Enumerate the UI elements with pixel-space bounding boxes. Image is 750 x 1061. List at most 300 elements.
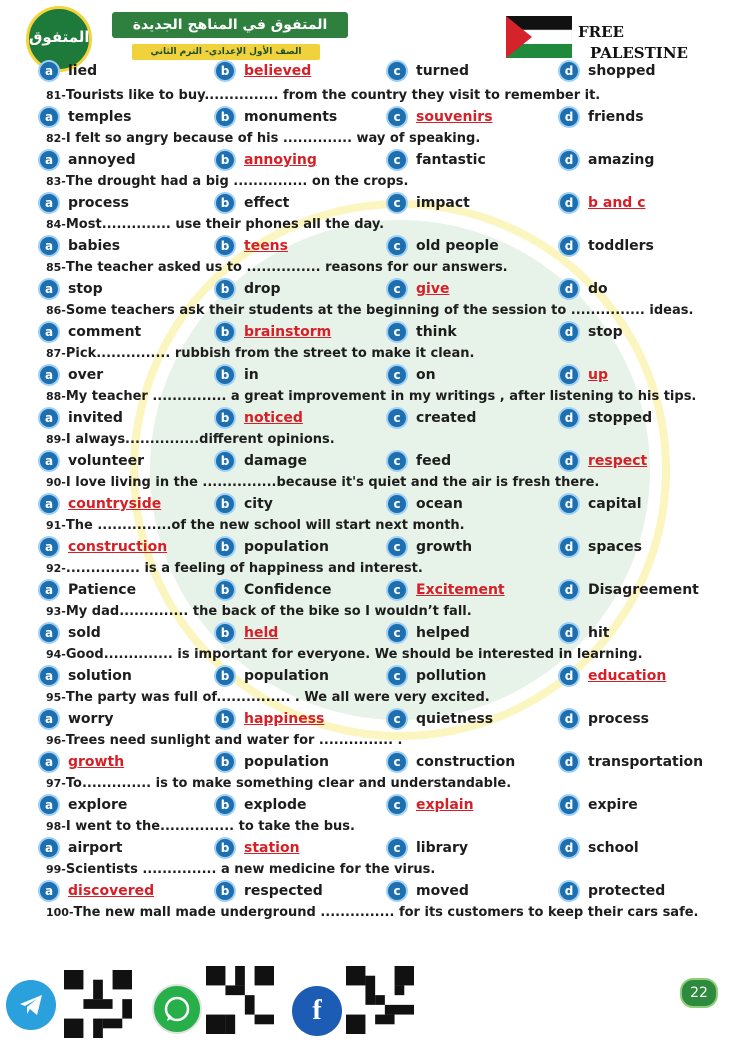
- option-text: old people: [416, 238, 499, 254]
- option-letter-badge: c: [388, 796, 406, 814]
- option-text: spaces: [588, 539, 642, 555]
- option-letter-badge: b: [216, 409, 234, 427]
- qr-code-icon: [346, 966, 414, 1034]
- correct-answer-text: growth: [68, 754, 125, 770]
- option-letter-badge: c: [388, 280, 406, 298]
- option-letter-badge: c: [388, 624, 406, 642]
- option-text: babies: [68, 238, 121, 254]
- option-letter-badge: b: [216, 323, 234, 341]
- option-letter-badge: b: [216, 710, 234, 728]
- option-text: over: [68, 367, 104, 383]
- question: [46, 602, 726, 622]
- correct-answer-text: brainstorm: [244, 324, 332, 340]
- option-letter-badge: a: [40, 624, 58, 642]
- option-letter-badge: d: [560, 581, 578, 599]
- option-text: growth: [416, 539, 473, 555]
- option-text: population: [244, 539, 329, 555]
- option-letter-badge: a: [40, 151, 58, 169]
- option-text: annoyed: [68, 152, 136, 168]
- option-letter-badge: c: [388, 62, 406, 80]
- option-d[interactable]: [560, 622, 609, 644]
- question-text: Good.............. is important for everyone. We should be interested in learning.: [65, 647, 643, 662]
- question: [46, 645, 726, 665]
- options-row: [0, 60, 750, 82]
- option-a[interactable]: [40, 579, 136, 601]
- option-b[interactable]: [216, 837, 300, 859]
- options-row: [0, 794, 750, 816]
- option-letter-badge: d: [560, 538, 578, 556]
- page-number: 22: [680, 978, 718, 1008]
- question: [46, 344, 726, 364]
- question-number: 93-: [46, 605, 66, 618]
- option-b[interactable]: [216, 493, 273, 515]
- option-letter-badge: b: [216, 538, 234, 556]
- option-letter-badge: b: [216, 667, 234, 685]
- option-d[interactable]: [560, 493, 642, 515]
- option-c[interactable]: [388, 407, 476, 429]
- option-c[interactable]: [388, 751, 515, 773]
- option-c[interactable]: [388, 106, 493, 128]
- question-number: 86-: [46, 304, 66, 317]
- option-b[interactable]: [216, 880, 323, 902]
- option-a[interactable]: [40, 450, 144, 472]
- option-b[interactable]: [216, 192, 289, 214]
- option-b[interactable]: [216, 708, 324, 730]
- option-text: stopped: [588, 410, 653, 426]
- question-number: 81-: [46, 89, 66, 102]
- option-letter-badge: c: [388, 452, 406, 470]
- option-letter-badge: d: [560, 753, 578, 771]
- option-a[interactable]: [40, 192, 129, 214]
- option-text: expire: [588, 797, 638, 813]
- option-text: airport: [68, 840, 123, 856]
- option-letter-badge: a: [40, 710, 58, 728]
- option-d[interactable]: [560, 407, 652, 429]
- option-letter-badge: b: [216, 194, 234, 212]
- option-letter-badge: b: [216, 796, 234, 814]
- option-a[interactable]: [40, 493, 161, 515]
- option-letter-badge: a: [40, 194, 58, 212]
- option-b[interactable]: [216, 622, 278, 644]
- correct-answer-text: souvenirs: [416, 109, 493, 125]
- correct-answer-text: Excitement: [416, 582, 505, 598]
- option-a[interactable]: [40, 708, 114, 730]
- option-text: Patience: [68, 582, 137, 598]
- option-text: lied: [68, 63, 98, 79]
- option-text: comment: [68, 324, 142, 340]
- option-text: monuments: [244, 109, 338, 125]
- option-c[interactable]: [388, 192, 470, 214]
- question: [46, 129, 726, 149]
- question-text: ............... is a feeling of happiness and interest.: [65, 561, 423, 576]
- question-text: The drought had a big ............... on the crops.: [65, 174, 409, 189]
- option-letter-badge: c: [388, 753, 406, 771]
- question-text: My teacher ............... a great improvement in my writings , after listening to his tips.: [65, 389, 697, 404]
- option-letter-badge: b: [216, 581, 234, 599]
- question-text: Tourists like to buy............... from the country they visit to remember it.: [65, 88, 601, 103]
- option-letter-badge: c: [388, 237, 406, 255]
- option-d[interactable]: [560, 751, 703, 773]
- option-d[interactable]: [560, 665, 666, 687]
- correct-answer-text: b and c: [588, 195, 646, 211]
- correct-answer-text: station: [244, 840, 300, 856]
- options-row: [0, 278, 750, 300]
- option-text: impact: [416, 195, 470, 211]
- option-a[interactable]: [40, 149, 136, 171]
- option-letter-badge: d: [560, 151, 578, 169]
- option-b[interactable]: [216, 536, 329, 558]
- options-row: [0, 364, 750, 386]
- option-letter-badge: d: [560, 108, 578, 126]
- correct-answer-text: happiness: [244, 711, 325, 727]
- option-d[interactable]: [560, 235, 654, 257]
- option-text: fantastic: [416, 152, 486, 168]
- logo-text: المتفوق: [29, 28, 90, 46]
- option-letter-badge: d: [560, 667, 578, 685]
- option-text: city: [244, 496, 273, 512]
- option-c[interactable]: [388, 794, 474, 816]
- question-number: 90-: [46, 476, 66, 489]
- question-text: I love living in the ...............because it's quiet and the air is fresh there.: [65, 475, 600, 490]
- option-text: shopped: [588, 63, 656, 79]
- question: [46, 215, 726, 235]
- option-c[interactable]: [388, 708, 493, 730]
- correct-answer-text: countryside: [68, 496, 162, 512]
- option-a[interactable]: [40, 364, 103, 386]
- question-text: Most.............. use their phones all the day.: [65, 217, 385, 232]
- option-letter-badge: b: [216, 62, 234, 80]
- option-text: worry: [68, 711, 114, 727]
- option-text: school: [588, 840, 639, 856]
- option-c[interactable]: [388, 149, 486, 171]
- option-letter-badge: a: [40, 753, 58, 771]
- option-d[interactable]: [560, 364, 608, 386]
- question-text: Pick............... rubbish from the street to make it clean.: [65, 346, 475, 361]
- question-number: 83-: [46, 175, 66, 188]
- option-a[interactable]: [40, 536, 167, 558]
- option-letter-badge: d: [560, 323, 578, 341]
- option-a[interactable]: [40, 622, 101, 644]
- option-letter-badge: c: [388, 495, 406, 513]
- option-text: process: [588, 711, 650, 727]
- option-letter-badge: b: [216, 495, 234, 513]
- question-text: Trees need sunlight and water for ............... .: [65, 733, 403, 748]
- option-d[interactable]: [560, 149, 654, 171]
- option-b[interactable]: [216, 794, 306, 816]
- option-letter-badge: b: [216, 624, 234, 642]
- option-text: respected: [244, 883, 323, 899]
- option-d[interactable]: [560, 450, 647, 472]
- option-letter-badge: a: [40, 237, 58, 255]
- option-letter-badge: d: [560, 839, 578, 857]
- option-letter-badge: a: [40, 667, 58, 685]
- option-a[interactable]: [40, 794, 127, 816]
- option-letter-badge: b: [216, 753, 234, 771]
- question: [46, 516, 726, 536]
- option-text: think: [416, 324, 457, 340]
- option-letter-badge: a: [40, 452, 58, 470]
- option-b[interactable]: [216, 235, 288, 257]
- free-palestine-text: [578, 22, 702, 64]
- option-text: Confidence: [244, 582, 332, 598]
- option-d[interactable]: [560, 278, 608, 300]
- option-text: capital: [588, 496, 642, 512]
- correct-answer-text: explain: [416, 797, 474, 813]
- facebook-icon[interactable]: f: [292, 986, 342, 1036]
- option-letter-badge: d: [560, 194, 578, 212]
- option-b[interactable]: [216, 450, 307, 472]
- question-number: 88-: [46, 390, 66, 403]
- option-letter-badge: d: [560, 624, 578, 642]
- option-text: on: [416, 367, 436, 383]
- header-sub-banner: الصف الأول الإعدادي- الترم الثاني: [132, 44, 320, 60]
- option-a[interactable]: [40, 321, 141, 343]
- option-letter-badge: a: [40, 581, 58, 599]
- option-c[interactable]: [388, 278, 449, 300]
- option-text: turned: [416, 63, 470, 79]
- option-letter-badge: c: [388, 710, 406, 728]
- question-text: Scientists ............... a new medicine for the virus.: [65, 862, 436, 877]
- option-c[interactable]: [388, 321, 457, 343]
- question-number: 87-: [46, 347, 66, 360]
- option-c[interactable]: [388, 493, 463, 515]
- option-d[interactable]: [560, 708, 649, 730]
- option-d[interactable]: [560, 321, 623, 343]
- option-letter-badge: b: [216, 108, 234, 126]
- question-text: My dad.............. the back of the bike so I wouldn’t fall.: [65, 604, 472, 619]
- option-text: effect: [244, 195, 290, 211]
- options-row: [0, 321, 750, 343]
- question-number: 99-: [46, 863, 66, 876]
- option-c[interactable]: [388, 665, 486, 687]
- question: [46, 387, 726, 407]
- option-b[interactable]: [216, 579, 332, 601]
- question-number: 95-: [46, 691, 66, 704]
- question-text: I felt so angry because of his .............. way of speaking.: [65, 131, 481, 146]
- option-letter-badge: d: [560, 409, 578, 427]
- option-d[interactable]: [560, 579, 699, 601]
- option-text: quietness: [416, 711, 494, 727]
- option-text: damage: [244, 453, 308, 469]
- option-c[interactable]: [388, 880, 469, 902]
- option-d[interactable]: [560, 536, 642, 558]
- question: [46, 688, 726, 708]
- correct-answer-text: up: [588, 367, 608, 383]
- question-text: I went to the............... to take the bus.: [65, 819, 355, 834]
- option-a[interactable]: [40, 278, 103, 300]
- question: [46, 258, 726, 278]
- option-b[interactable]: [216, 60, 311, 82]
- option-text: population: [244, 668, 329, 684]
- option-c[interactable]: [388, 450, 451, 472]
- option-letter-badge: c: [388, 151, 406, 169]
- option-letter-badge: b: [216, 237, 234, 255]
- option-letter-badge: a: [40, 108, 58, 126]
- options-row: [0, 708, 750, 730]
- option-letter-badge: c: [388, 839, 406, 857]
- option-b[interactable]: [216, 106, 337, 128]
- qr-code-icon: [206, 966, 274, 1034]
- option-letter-badge: c: [388, 538, 406, 556]
- correct-answer-text: respect: [588, 453, 648, 469]
- options-row: [0, 622, 750, 644]
- option-letter-badge: b: [216, 280, 234, 298]
- option-text: library: [416, 840, 469, 856]
- question: [46, 903, 726, 923]
- option-a[interactable]: [40, 665, 132, 687]
- option-c[interactable]: [388, 837, 468, 859]
- option-b[interactable]: [216, 278, 281, 300]
- option-text: hit: [588, 625, 610, 641]
- option-letter-badge: b: [216, 839, 234, 857]
- option-c[interactable]: [388, 536, 472, 558]
- option-d[interactable]: [560, 880, 665, 902]
- option-letter-badge: c: [388, 882, 406, 900]
- free-line: FREE: [578, 23, 624, 41]
- option-letter-badge: a: [40, 882, 58, 900]
- option-letter-badge: a: [40, 495, 58, 513]
- option-d[interactable]: [560, 60, 655, 82]
- options-row: [0, 192, 750, 214]
- option-a[interactable]: [40, 235, 120, 257]
- option-a[interactable]: [40, 837, 122, 859]
- options-row: [0, 149, 750, 171]
- question: [46, 430, 726, 450]
- option-c[interactable]: [388, 235, 499, 257]
- option-c[interactable]: [388, 579, 505, 601]
- correct-answer-text: annoying: [244, 152, 317, 168]
- option-letter-badge: a: [40, 323, 58, 341]
- option-letter-badge: b: [216, 452, 234, 470]
- question: [46, 301, 726, 321]
- option-d[interactable]: [560, 192, 646, 214]
- option-letter-badge: d: [560, 237, 578, 255]
- question-number: 94-: [46, 648, 66, 661]
- option-c[interactable]: [388, 622, 470, 644]
- option-letter-badge: d: [560, 62, 578, 80]
- correct-answer-text: discovered: [68, 883, 155, 899]
- option-a[interactable]: [40, 60, 97, 82]
- option-letter-badge: a: [40, 538, 58, 556]
- options-row: [0, 751, 750, 773]
- question: [46, 172, 726, 192]
- option-text: in: [244, 367, 259, 383]
- option-letter-badge: c: [388, 366, 406, 384]
- option-letter-badge: c: [388, 323, 406, 341]
- question: [46, 731, 726, 751]
- options-row: [0, 450, 750, 472]
- question-text: I always...............different opinions.: [65, 432, 335, 447]
- option-b[interactable]: [216, 364, 259, 386]
- question: [46, 559, 726, 579]
- option-text: do: [588, 281, 608, 297]
- option-d[interactable]: [560, 794, 638, 816]
- question-number: 91-: [46, 519, 66, 532]
- options-row: [0, 837, 750, 859]
- option-letter-badge: d: [560, 710, 578, 728]
- option-b[interactable]: [216, 751, 329, 773]
- option-a[interactable]: [40, 106, 131, 128]
- question: [46, 774, 726, 794]
- option-letter-badge: c: [388, 581, 406, 599]
- option-a[interactable]: [40, 407, 123, 429]
- option-d[interactable]: [560, 106, 644, 128]
- question-number: 92-: [46, 562, 66, 575]
- correct-answer-text: construction: [68, 539, 168, 555]
- option-b[interactable]: [216, 407, 303, 429]
- question-text: The new mall made underground ............... for its customers to keep their cars safe.: [73, 905, 699, 920]
- option-text: drop: [244, 281, 281, 297]
- option-text: amazing: [588, 152, 655, 168]
- option-text: temples: [68, 109, 132, 125]
- option-a[interactable]: [40, 880, 154, 902]
- option-letter-badge: a: [40, 839, 58, 857]
- option-letter-badge: a: [40, 62, 58, 80]
- question: [46, 86, 726, 106]
- palestine-flag-icon: [506, 16, 572, 58]
- question-number: 97-: [46, 777, 66, 790]
- option-letter-badge: b: [216, 882, 234, 900]
- option-a[interactable]: [40, 751, 124, 773]
- correct-answer-text: believed: [244, 63, 312, 79]
- question-text: The ...............of the new school will start next month.: [65, 518, 465, 533]
- option-text: construction: [416, 754, 516, 770]
- option-letter-badge: a: [40, 366, 58, 384]
- option-text: stop: [68, 281, 103, 297]
- question-number: 84-: [46, 218, 66, 231]
- option-text: toddlers: [588, 238, 654, 254]
- option-text: created: [416, 410, 477, 426]
- correct-answer-text: held: [244, 625, 279, 641]
- option-text: stop: [588, 324, 623, 340]
- option-text: process: [68, 195, 130, 211]
- option-b[interactable]: [216, 665, 329, 687]
- option-b[interactable]: [216, 321, 331, 343]
- options-row: [0, 536, 750, 558]
- option-letter-badge: b: [216, 151, 234, 169]
- correct-answer-text: noticed: [244, 410, 303, 426]
- whatsapp-icon[interactable]: [152, 984, 202, 1034]
- option-c[interactable]: [388, 60, 469, 82]
- option-letter-badge: c: [388, 108, 406, 126]
- option-text: solution: [68, 668, 132, 684]
- option-letter-badge: d: [560, 280, 578, 298]
- question: [46, 817, 726, 837]
- options-row: [0, 106, 750, 128]
- correct-answer-text: teens: [244, 238, 288, 254]
- header-banner: المتفوق في المناهج الجديدة: [112, 12, 348, 38]
- option-text: transportation: [588, 754, 704, 770]
- question: [46, 473, 726, 493]
- option-text: friends: [588, 109, 644, 125]
- option-letter-badge: d: [560, 882, 578, 900]
- option-letter-badge: d: [560, 796, 578, 814]
- telegram-icon[interactable]: [6, 980, 56, 1030]
- option-text: explore: [68, 797, 128, 813]
- option-b[interactable]: [216, 149, 317, 171]
- option-text: pollution: [416, 668, 487, 684]
- question-number: 89-: [46, 433, 66, 446]
- question-number: 96-: [46, 734, 66, 747]
- option-d[interactable]: [560, 837, 639, 859]
- option-text: ocean: [416, 496, 463, 512]
- options-row: [0, 235, 750, 257]
- option-text: Disagreement: [588, 582, 699, 598]
- options-row: [0, 407, 750, 429]
- options-row: [0, 665, 750, 687]
- option-c[interactable]: [388, 364, 436, 386]
- option-letter-badge: b: [216, 366, 234, 384]
